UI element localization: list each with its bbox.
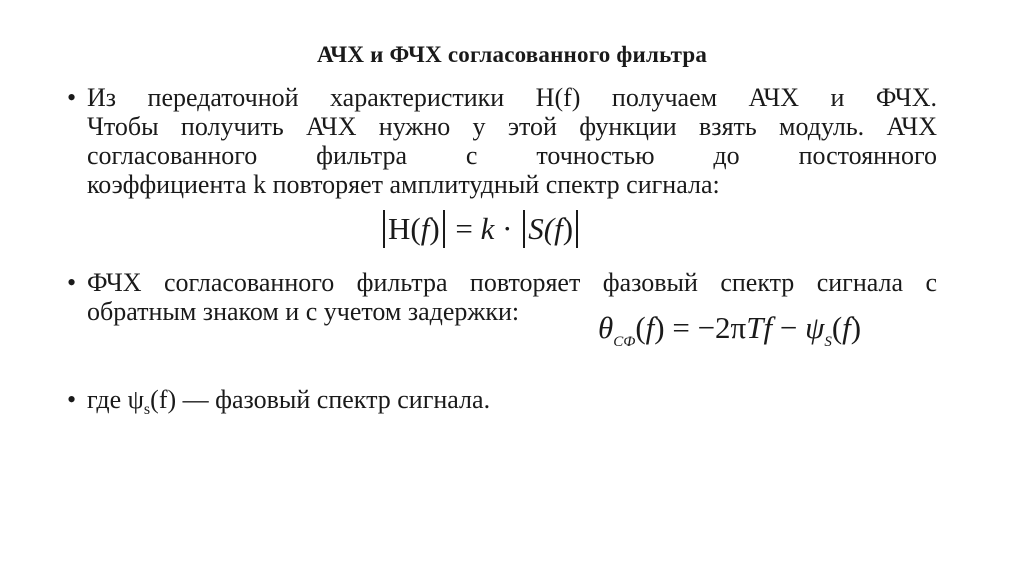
- phase-formula: [598, 310, 861, 351]
- formula-s: S(: [528, 211, 555, 246]
- formula-eq: =: [447, 211, 481, 246]
- formula-theta-sub: СФ: [613, 334, 636, 350]
- bullet-transfer-function: [67, 83, 937, 199]
- formula-paren: ): [654, 310, 665, 345]
- bullet-rest: (f) — фазовый спектр сигнала.: [150, 385, 491, 414]
- formula-minus: −: [772, 310, 806, 345]
- formula-paren: (: [831, 310, 843, 345]
- bullet-marker: •: [67, 83, 77, 112]
- bullet-prefix: где: [87, 385, 128, 414]
- formula-h: H(: [388, 211, 421, 246]
- abs-bar: [383, 210, 385, 248]
- text-line: Чтобы получить АЧХ нужно у этой функции взять модуль. АЧХ: [87, 112, 937, 141]
- formula-paren: ): [850, 310, 862, 345]
- bullet-psi-definition: [67, 385, 787, 424]
- slide-title: АЧХ и ФЧХ согласованного фильтра: [316, 42, 708, 67]
- formula-f: f: [420, 211, 430, 246]
- psi-symbol: ψ: [127, 385, 144, 414]
- bullet-text: ФЧХ согласованного фильтра повторяет фазовый спектр сигнала с обратным знаком и с учетом задержки:: [87, 268, 937, 326]
- formula-eq: = −2π: [664, 310, 747, 345]
- formula-k: k: [480, 211, 495, 246]
- bullet-marker: •: [67, 268, 77, 297]
- formula-psi-sub: S: [824, 334, 832, 350]
- bullet-marker: •: [67, 385, 77, 414]
- text-line: согласованного фильтра с точностью до постоянного: [87, 141, 937, 170]
- abs-bar: [443, 210, 445, 248]
- formula-theta: θ: [598, 310, 614, 345]
- formula-f: f: [554, 211, 563, 246]
- formula-dot: ·: [494, 211, 521, 246]
- psi-subscript: s: [143, 401, 151, 418]
- formula-f: f: [645, 310, 655, 345]
- formula-tf: Tf: [746, 310, 773, 345]
- abs-bar: [523, 210, 525, 248]
- abs-bar: [576, 210, 578, 248]
- formula-psi: ψ: [805, 310, 825, 345]
- amplitude-formula: [380, 210, 581, 248]
- formula-close: ): [562, 211, 574, 246]
- text-line: Из передаточной характеристики H(f) получаем АЧХ и ФЧХ.: [87, 83, 937, 112]
- formula-paren: (: [635, 310, 646, 345]
- formula-f: f: [842, 310, 851, 345]
- formula-close: ): [429, 211, 440, 246]
- text-line: коэффициента k повторяет амплитудный спектр сигнала:: [87, 170, 720, 199]
